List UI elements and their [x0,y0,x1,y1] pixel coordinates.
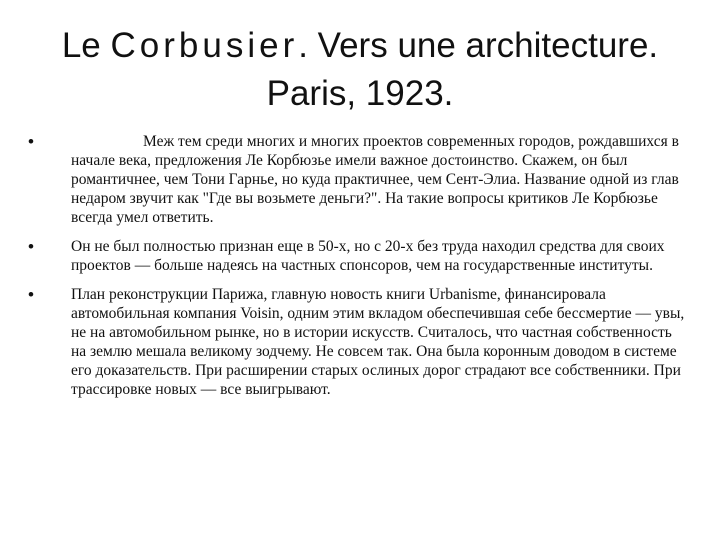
paragraph-text: Меж тем среди многих и многих проектов современных городов, рождавшихся в начале века, предложения Ле Корбюзье имели важное достоинство. Скажем, он был романтичнее, чем Тони Гарнье, но куда практичнее, чем Сент-Элиа. Название одной из глав недаром звучит как "Где вы возьмете деньги?". На такие вопросы критиков Ле Корбюзье всегда умел ответить. [71,133,679,226]
bullet-item [28,132,688,227]
paragraph-text: Он не был полностью признан еще в 50-х, но с 20-х без труда находил средства для своих проектов — больше надеясь на частных спонсоров, чем на государственные институты. [71,238,665,274]
bullet-icon: • [28,285,34,304]
title-author-prefix: Le [61,26,111,65]
title-line-2: Paris, 1923. [266,74,454,113]
paragraph-text: План реконструкции Парижа, главную новость книги Urbanisme, финансировала автомобильная компания Voisin, одним этим вкладом обеспечившая себе бессмертие — увы, не на автомобильном рынке, но в истории искусств. Считалось, что частная собственность на землю мешала великому зодчему. Не совсем так. Она была коронным доводом в системе его доказательств. При расширении старых ослиных дорог страдают все собственники. При трассировке новых — все выигрывают. [71,286,685,398]
slide-title [20,22,700,118]
title-book: . Vers une architecture. [298,26,659,65]
bullet-icon: • [28,237,34,256]
title-author-name: Corbusier [110,26,299,65]
title-line-1 [20,22,700,70]
bullet-list [28,132,688,409]
bullet-item [28,237,688,275]
bullet-icon: • [28,132,34,151]
bullet-item [28,285,688,399]
